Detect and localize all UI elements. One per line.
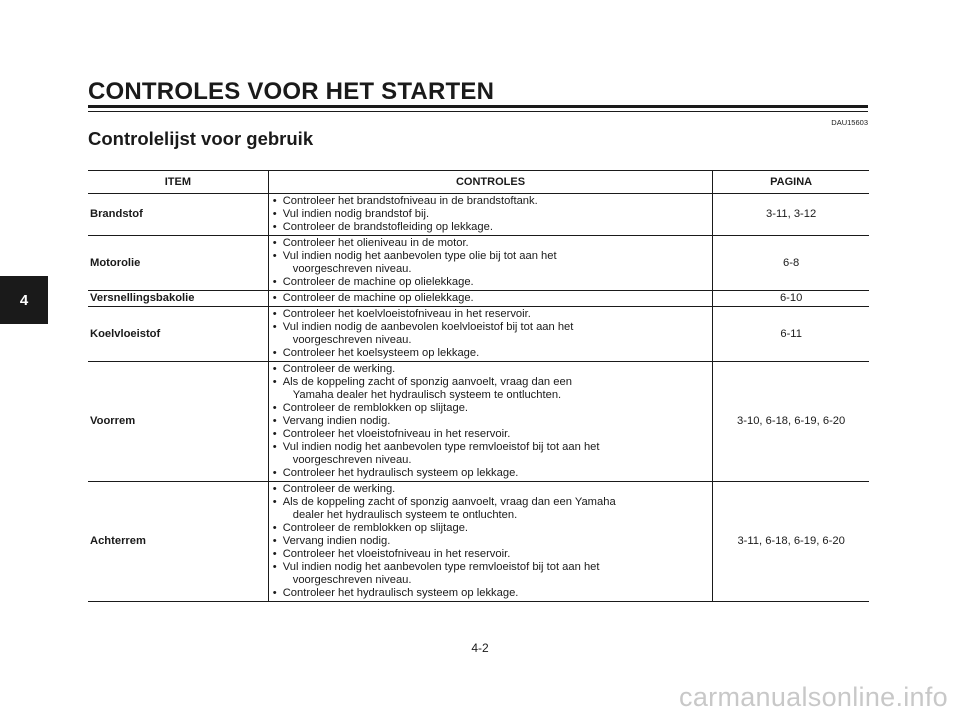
column-header-item: ITEM bbox=[88, 171, 268, 194]
check-item: • Controleer het vloeistofniveau in het reservoir. bbox=[273, 548, 713, 561]
check-item: • Controleer het olieniveau in de motor. bbox=[273, 237, 713, 250]
table-row bbox=[88, 362, 869, 482]
page-reference-cell: 3-11, 3-12 bbox=[713, 194, 869, 236]
page-reference-cell: 3-10, 6-18, 6-19, 6-20 bbox=[713, 362, 869, 482]
check-item: • Controleer het vloeistofniveau in het reservoir. bbox=[273, 428, 713, 441]
page-reference-cell: 6-10 bbox=[713, 291, 869, 307]
table-body bbox=[88, 194, 869, 602]
check-item: • Controleer de remblokken op slijtage. bbox=[273, 402, 713, 415]
item-cell: Voorrem bbox=[88, 362, 268, 482]
document-code: DAU15603 bbox=[831, 118, 868, 127]
page-reference-cell: 6-8 bbox=[713, 236, 869, 291]
table-row bbox=[88, 291, 869, 307]
check-item: • Vervang indien nodig. bbox=[273, 535, 713, 548]
checks-cell bbox=[268, 291, 713, 307]
check-item: • Controleer de remblokken op slijtage. bbox=[273, 522, 713, 535]
table-row bbox=[88, 236, 869, 291]
page-reference-cell: 3-11, 6-18, 6-19, 6-20 bbox=[713, 482, 869, 602]
page-reference-cell: 6-11 bbox=[713, 307, 869, 362]
item-cell: Versnellingsbakolie bbox=[88, 291, 268, 307]
chapter-tab: 4 bbox=[0, 276, 48, 324]
check-item: • Controleer het koelvloeistofniveau in het reservoir. bbox=[273, 308, 713, 321]
title-rule bbox=[88, 105, 868, 108]
check-item: • Controleer de machine op olielekkage. bbox=[273, 292, 713, 305]
item-cell: Motorolie bbox=[88, 236, 268, 291]
page-number: 4-2 bbox=[471, 641, 489, 655]
checklist-table bbox=[88, 170, 869, 602]
check-item: • Controleer de werking. bbox=[273, 363, 713, 376]
check-item: • Controleer de machine op olielekkage. bbox=[273, 276, 713, 289]
check-item: • Controleer de brandstofleiding op lekkage. bbox=[273, 221, 713, 234]
check-item-continuation: Yamaha dealer het hydraulisch systeem te ontluchten. bbox=[292, 389, 562, 401]
check-item-continuation: voorgeschreven niveau. bbox=[292, 334, 412, 346]
check-item: • Controleer het brandstofniveau in de brandstoftank. bbox=[273, 195, 713, 208]
column-header-page: PAGINA bbox=[713, 171, 869, 194]
item-cell: Brandstof bbox=[88, 194, 268, 236]
check-item: • Als de koppeling zacht of sponzig aanvoelt, vraag dan een Yamaha bbox=[273, 496, 713, 509]
check-item: • Vul indien nodig het aanbevolen type remvloeistof bij tot aan het bbox=[273, 441, 713, 454]
check-item: • Vul indien nodig het aanbevolen type remvloeistof bij tot aan het bbox=[273, 561, 713, 574]
checks-cell bbox=[268, 362, 713, 482]
table-row bbox=[88, 482, 869, 602]
check-item: • Controleer het hydraulisch systeem op lekkage. bbox=[273, 587, 713, 600]
check-item: • Controleer het koelsysteem op lekkage. bbox=[273, 347, 713, 360]
check-item: • Vul indien nodig het aanbevolen type olie bij tot aan het bbox=[273, 250, 713, 263]
checks-cell bbox=[268, 194, 713, 236]
watermark: carmanualsonline.info bbox=[679, 682, 948, 712]
checks-cell bbox=[268, 236, 713, 291]
check-item-continuation: voorgeschreven niveau. bbox=[292, 263, 412, 275]
check-item: • Controleer de werking. bbox=[273, 483, 713, 496]
table-row bbox=[88, 194, 869, 236]
check-item: • Vul indien nodig de aanbevolen koelvloeistof bij tot aan het bbox=[273, 321, 713, 334]
page-title: CONTROLES VOOR HET STARTEN bbox=[88, 78, 495, 105]
item-cell: Achterrem bbox=[88, 482, 268, 602]
check-item-continuation: voorgeschreven niveau. bbox=[292, 454, 412, 466]
check-item: • Vul indien nodig brandstof bij. bbox=[273, 208, 713, 221]
check-item: • Controleer het hydraulisch systeem op lekkage. bbox=[273, 467, 713, 480]
item-cell: Koelvloeistof bbox=[88, 307, 268, 362]
section-heading: Controlelijst voor gebruik bbox=[88, 128, 314, 149]
table-row bbox=[88, 307, 869, 362]
check-item: • Vervang indien nodig. bbox=[273, 415, 713, 428]
checks-cell bbox=[268, 482, 713, 602]
check-item-continuation: dealer het hydraulisch systeem te ontluchten. bbox=[292, 509, 518, 521]
check-item: • Als de koppeling zacht of sponzig aanvoelt, vraag dan een bbox=[273, 376, 713, 389]
checks-cell bbox=[268, 307, 713, 362]
table-header-row bbox=[88, 171, 869, 194]
title-rule-thin bbox=[88, 111, 868, 112]
column-header-checks: CONTROLES bbox=[268, 171, 713, 194]
check-item-continuation: voorgeschreven niveau. bbox=[292, 574, 412, 586]
